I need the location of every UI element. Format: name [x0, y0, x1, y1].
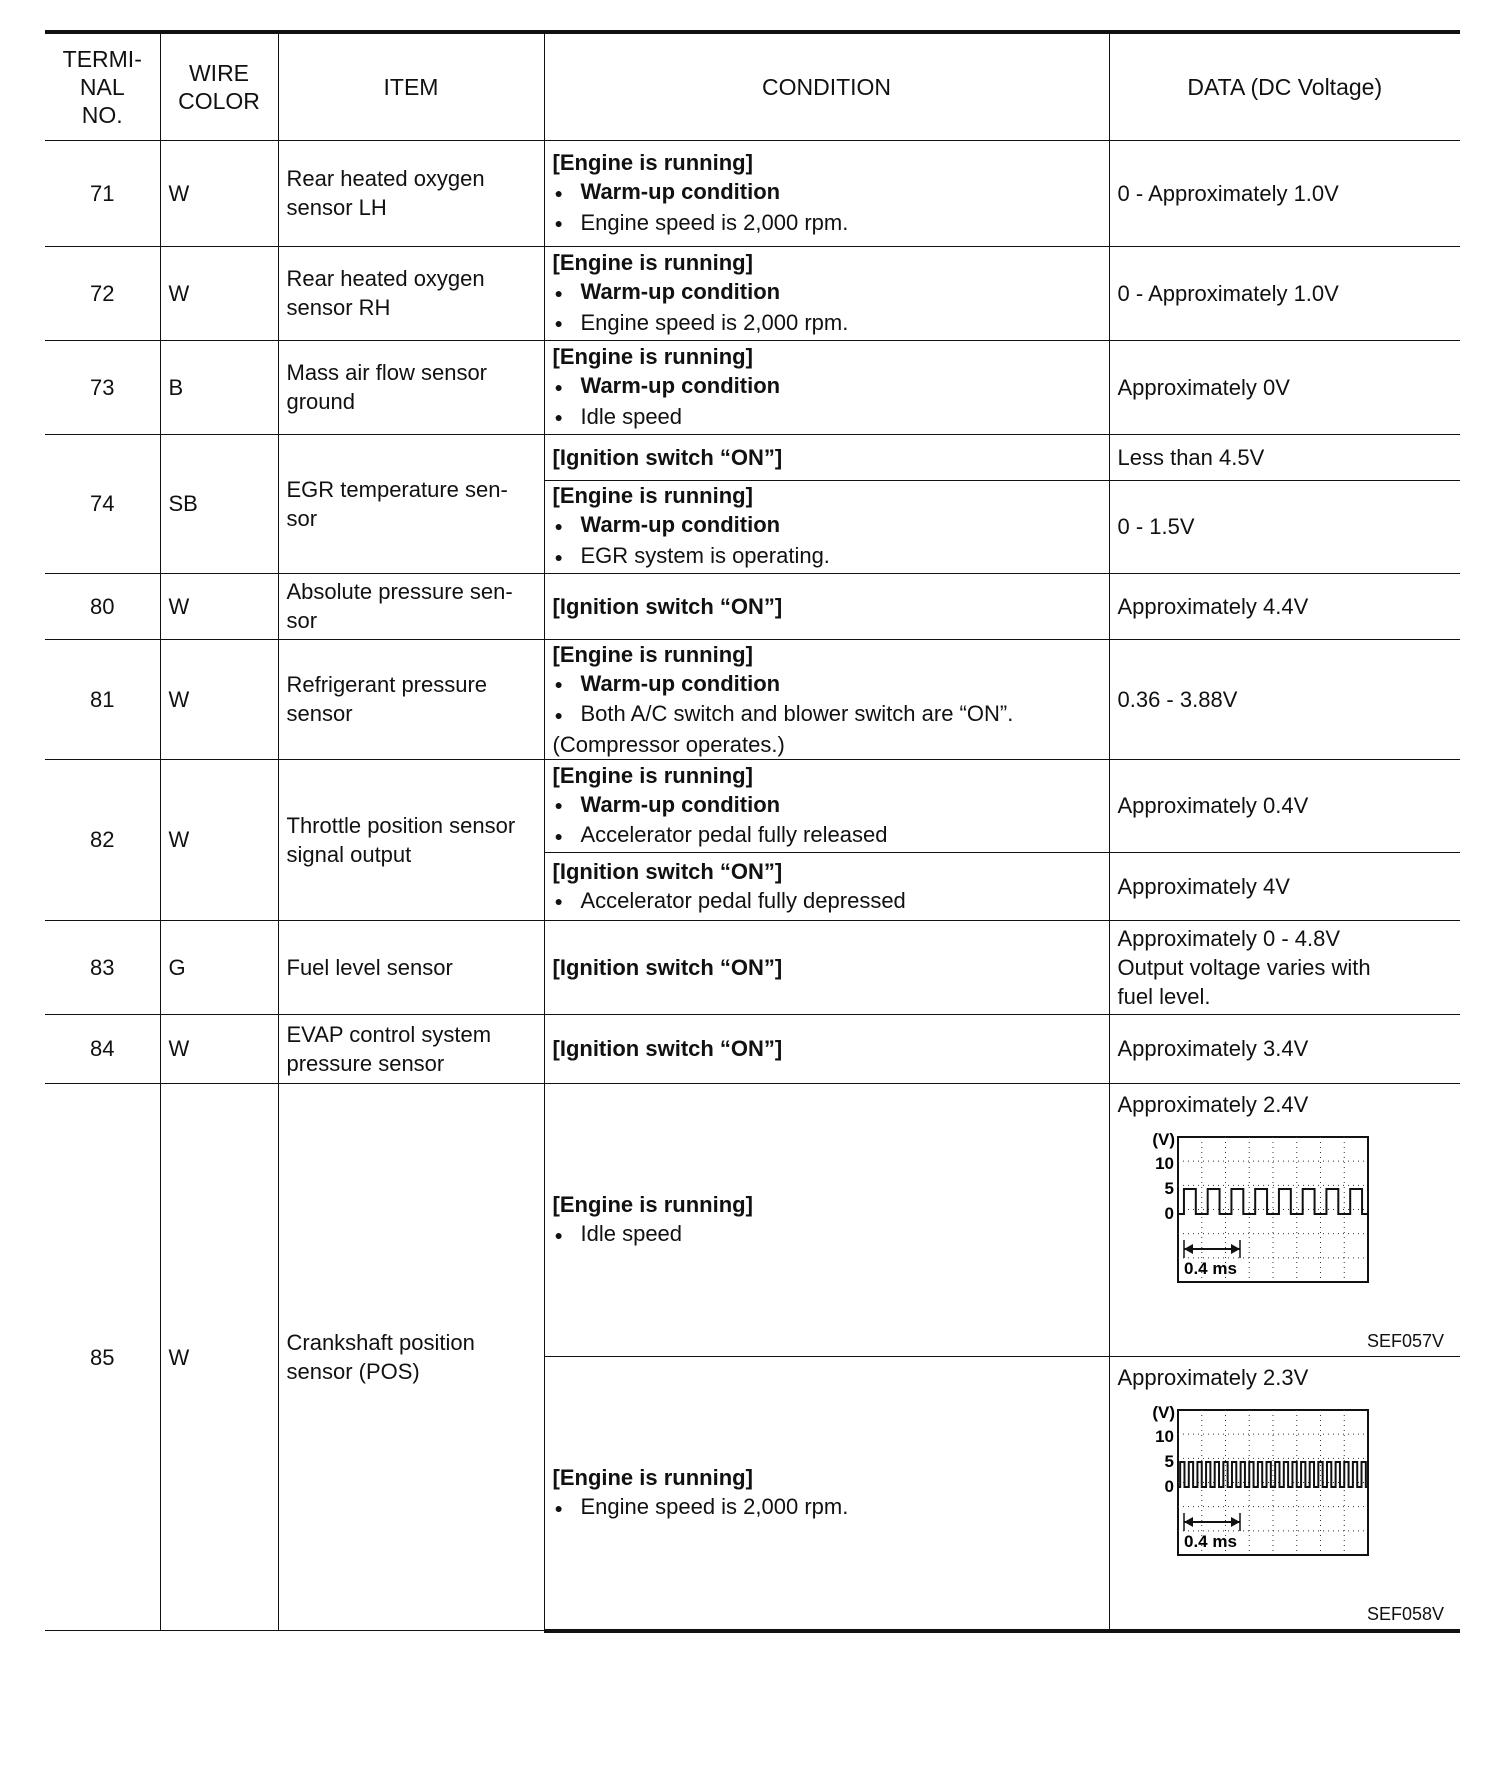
- table-row: [45, 759, 1460, 852]
- bullet-icon: ●: [554, 797, 563, 814]
- condition-bullet: ● Warm-up condition: [553, 790, 1101, 821]
- table-row: [45, 1014, 1460, 1083]
- table-row: [45, 920, 1460, 1014]
- header-terminal: TERMI- NAL NO.: [45, 32, 160, 140]
- terminal-no: 81: [45, 639, 160, 759]
- condition-bullet: ● EGR system is operating.: [553, 541, 1101, 572]
- condition-bullet: ● Idle speed: [553, 402, 1101, 433]
- condition-bullet: ● Warm-up condition: [553, 277, 1101, 308]
- data-line: Approximately 2.4V: [1117, 1091, 1309, 1117]
- wire-color: B: [160, 340, 278, 434]
- condition-title: [Engine is running]: [552, 249, 753, 275]
- condition-bullet: ● Engine speed is 2,000 rpm.: [553, 1492, 1101, 1523]
- condition-title: [Ignition switch “ON”]: [552, 858, 783, 884]
- wire-color: W: [160, 1083, 278, 1631]
- item: Refrigerant pressure sensor: [278, 639, 544, 759]
- condition-bullet: ● Engine speed is 2,000 rpm.: [553, 308, 1101, 339]
- terminal-no: 85: [45, 1083, 160, 1631]
- header-row: [45, 32, 1460, 140]
- bullet-icon: ●: [554, 676, 563, 693]
- bullet-icon: ●: [554, 518, 563, 534]
- item: Absolute pressure sen-sor: [278, 573, 544, 639]
- scope-tick-label: 0: [1164, 1476, 1174, 1496]
- item: Fuel level sensor: [278, 920, 544, 1014]
- terminal-table-page: [45, 30, 1460, 1633]
- condition-bullet: ● Warm-up condition: [553, 669, 1101, 700]
- bullet-icon: ●: [554, 315, 563, 332]
- scope-time-label: 0.4 ms: [1183, 1258, 1237, 1278]
- table-row: [45, 340, 1460, 434]
- scope-arrowhead: [1231, 1517, 1240, 1527]
- bullet-icon: ●: [554, 184, 563, 201]
- item: EVAP control system pressure sensor: [278, 1014, 544, 1083]
- terminal-no: 73: [45, 340, 160, 434]
- condition: [544, 1083, 1109, 1356]
- condition-title: [Engine is running]: [552, 343, 753, 369]
- condition-bullet: ● Warm-up condition: [553, 177, 1101, 208]
- data-value: 0 - 1.5V: [1109, 480, 1460, 573]
- item: EGR temperature sen-sor: [278, 434, 544, 573]
- data-line: Approximately 0 - 4.8V: [1117, 925, 1341, 951]
- bullet-icon: ●: [554, 706, 563, 723]
- bullet-icon: ●: [554, 215, 563, 232]
- condition-title: [Ignition switch “ON”]: [552, 593, 783, 619]
- condition: [544, 480, 1109, 573]
- figure-id: SEF058V: [1366, 1603, 1444, 1624]
- item: Rear heated oxygen sensor RH: [278, 246, 544, 340]
- data-value: Approximately 0.4V: [1109, 759, 1460, 852]
- scope-unit-label: (V): [1151, 1129, 1175, 1149]
- condition-bullet: ● Warm-up condition: [553, 371, 1101, 402]
- condition-bullet: ● Accelerator pedal fully released: [553, 820, 1101, 851]
- condition-title: [Ignition switch “ON”]: [552, 954, 783, 980]
- scope-arrowhead: [1184, 1517, 1193, 1527]
- terminal-no: 72: [45, 246, 160, 340]
- condition-bullet: ● Accelerator pedal fully depressed: [553, 886, 1101, 917]
- condition: [544, 759, 1109, 852]
- terminal-no: 83: [45, 920, 160, 1014]
- condition-bullet: ● Engine speed is 2,000 rpm.: [553, 208, 1101, 239]
- wire-color: W: [160, 1014, 278, 1083]
- item: Rear heated oxygen sensor LH: [278, 140, 544, 246]
- wire-color: W: [160, 246, 278, 340]
- condition: [544, 246, 1109, 340]
- condition-title: [Engine is running]: [552, 483, 753, 509]
- condition: [544, 1014, 1109, 1083]
- figure-id: SEF057V: [1366, 1330, 1444, 1351]
- data-line: Approximately 2.3V: [1117, 1364, 1309, 1390]
- header-wire-color: WIRE COLOR: [160, 32, 278, 140]
- bullet-icon: ●: [554, 409, 563, 426]
- condition: [544, 852, 1109, 920]
- wire-color: W: [160, 140, 278, 246]
- header-condition: CONDITION: [544, 32, 1109, 140]
- condition-bullet: ● Warm-up condition: [553, 510, 1101, 541]
- header-data: DATA (DC Voltage): [1109, 32, 1460, 140]
- condition: [544, 573, 1109, 639]
- scope-tick-label: 5: [1164, 1451, 1174, 1471]
- data-value: Approximately 4V: [1109, 852, 1460, 920]
- item: Mass air flow sensor ground: [278, 340, 544, 434]
- wire-color: W: [160, 759, 278, 920]
- bullet-icon: ●: [554, 893, 563, 910]
- wire-color: SB: [160, 434, 278, 573]
- data-value: Less than 4.5V: [1109, 434, 1460, 480]
- scope-tick-label: 0: [1164, 1203, 1174, 1223]
- data-value: [1109, 920, 1460, 1014]
- scope-arrowhead: [1231, 1244, 1240, 1254]
- data-value: Approximately 4.4V: [1109, 573, 1460, 639]
- data-value: 0.36 - 3.88V: [1109, 639, 1460, 759]
- condition-title: [Engine is running]: [552, 641, 753, 667]
- data-line: Output voltage varies with: [1117, 954, 1371, 980]
- table-row: [45, 140, 1460, 246]
- scope-time-label: 0.4 ms: [1183, 1531, 1237, 1551]
- condition: [544, 920, 1109, 1014]
- data-value: 0 - Approximately 1.0V: [1109, 246, 1460, 340]
- terminal-no: 84: [45, 1014, 160, 1083]
- ecm-terminal-table: [45, 30, 1460, 1633]
- bullet-icon: ●: [554, 378, 563, 395]
- table-row: [45, 246, 1460, 340]
- scope-arrowhead: [1184, 1244, 1193, 1254]
- bullet-icon: ●: [554, 828, 563, 845]
- table-row: [45, 639, 1460, 759]
- condition-bullet: ● Both A/C switch and blower switch are “ON”.: [553, 699, 1101, 730]
- condition: [544, 1356, 1109, 1631]
- wire-color: G: [160, 920, 278, 1014]
- terminal-no: 74: [45, 434, 160, 573]
- terminal-no: 82: [45, 759, 160, 920]
- data-value: Approximately 0V: [1109, 340, 1460, 434]
- data-value: [1109, 1083, 1460, 1356]
- condition-title: [Engine is running]: [552, 1465, 753, 1491]
- terminal-no: 71: [45, 140, 160, 246]
- oscilloscope-waveform: [1118, 1125, 1418, 1295]
- condition-title: [Engine is running]: [552, 762, 753, 788]
- scope-tick-label: 5: [1164, 1178, 1174, 1198]
- condition-bullet: ● Idle speed: [553, 1219, 1101, 1250]
- data-value: [1109, 1356, 1460, 1631]
- header-item: ITEM: [278, 32, 544, 140]
- oscilloscope-waveform: [1118, 1398, 1418, 1568]
- wire-color: W: [160, 573, 278, 639]
- terminal-no: 80: [45, 573, 160, 639]
- item: Throttle position sensor signal output: [278, 759, 544, 920]
- wire-color: W: [160, 639, 278, 759]
- table-row: [45, 1083, 1460, 1356]
- scope-tick-label: 10: [1154, 1153, 1174, 1173]
- oscilloscope-figure: [1118, 1398, 1453, 1598]
- condition-title: [Ignition switch “ON”]: [552, 1036, 783, 1062]
- table-row: [45, 434, 1460, 480]
- data-line: fuel level.: [1117, 983, 1211, 1009]
- data-value: Approximately 3.4V: [1109, 1014, 1460, 1083]
- bullet-icon: ●: [554, 284, 563, 301]
- bullet-icon: ●: [554, 1499, 563, 1516]
- condition-title: [Ignition switch “ON”]: [552, 444, 783, 470]
- oscilloscope-figure: [1118, 1125, 1453, 1325]
- condition: [544, 434, 1109, 480]
- item: Crankshaft position sensor (POS): [278, 1083, 544, 1631]
- condition-title: [Engine is running]: [552, 1192, 753, 1218]
- table-row: [45, 573, 1460, 639]
- condition-title: [Engine is running]: [552, 149, 753, 175]
- condition: [544, 340, 1109, 434]
- scope-unit-label: (V): [1151, 1402, 1175, 1422]
- data-value: 0 - Approximately 1.0V: [1109, 140, 1460, 246]
- condition: [544, 639, 1109, 759]
- condition: [544, 140, 1109, 246]
- condition-note: (Compressor operates.): [552, 731, 785, 757]
- bullet-icon: ●: [554, 548, 563, 565]
- scope-tick-label: 10: [1154, 1426, 1174, 1446]
- bullet-icon: ●: [554, 1226, 563, 1243]
